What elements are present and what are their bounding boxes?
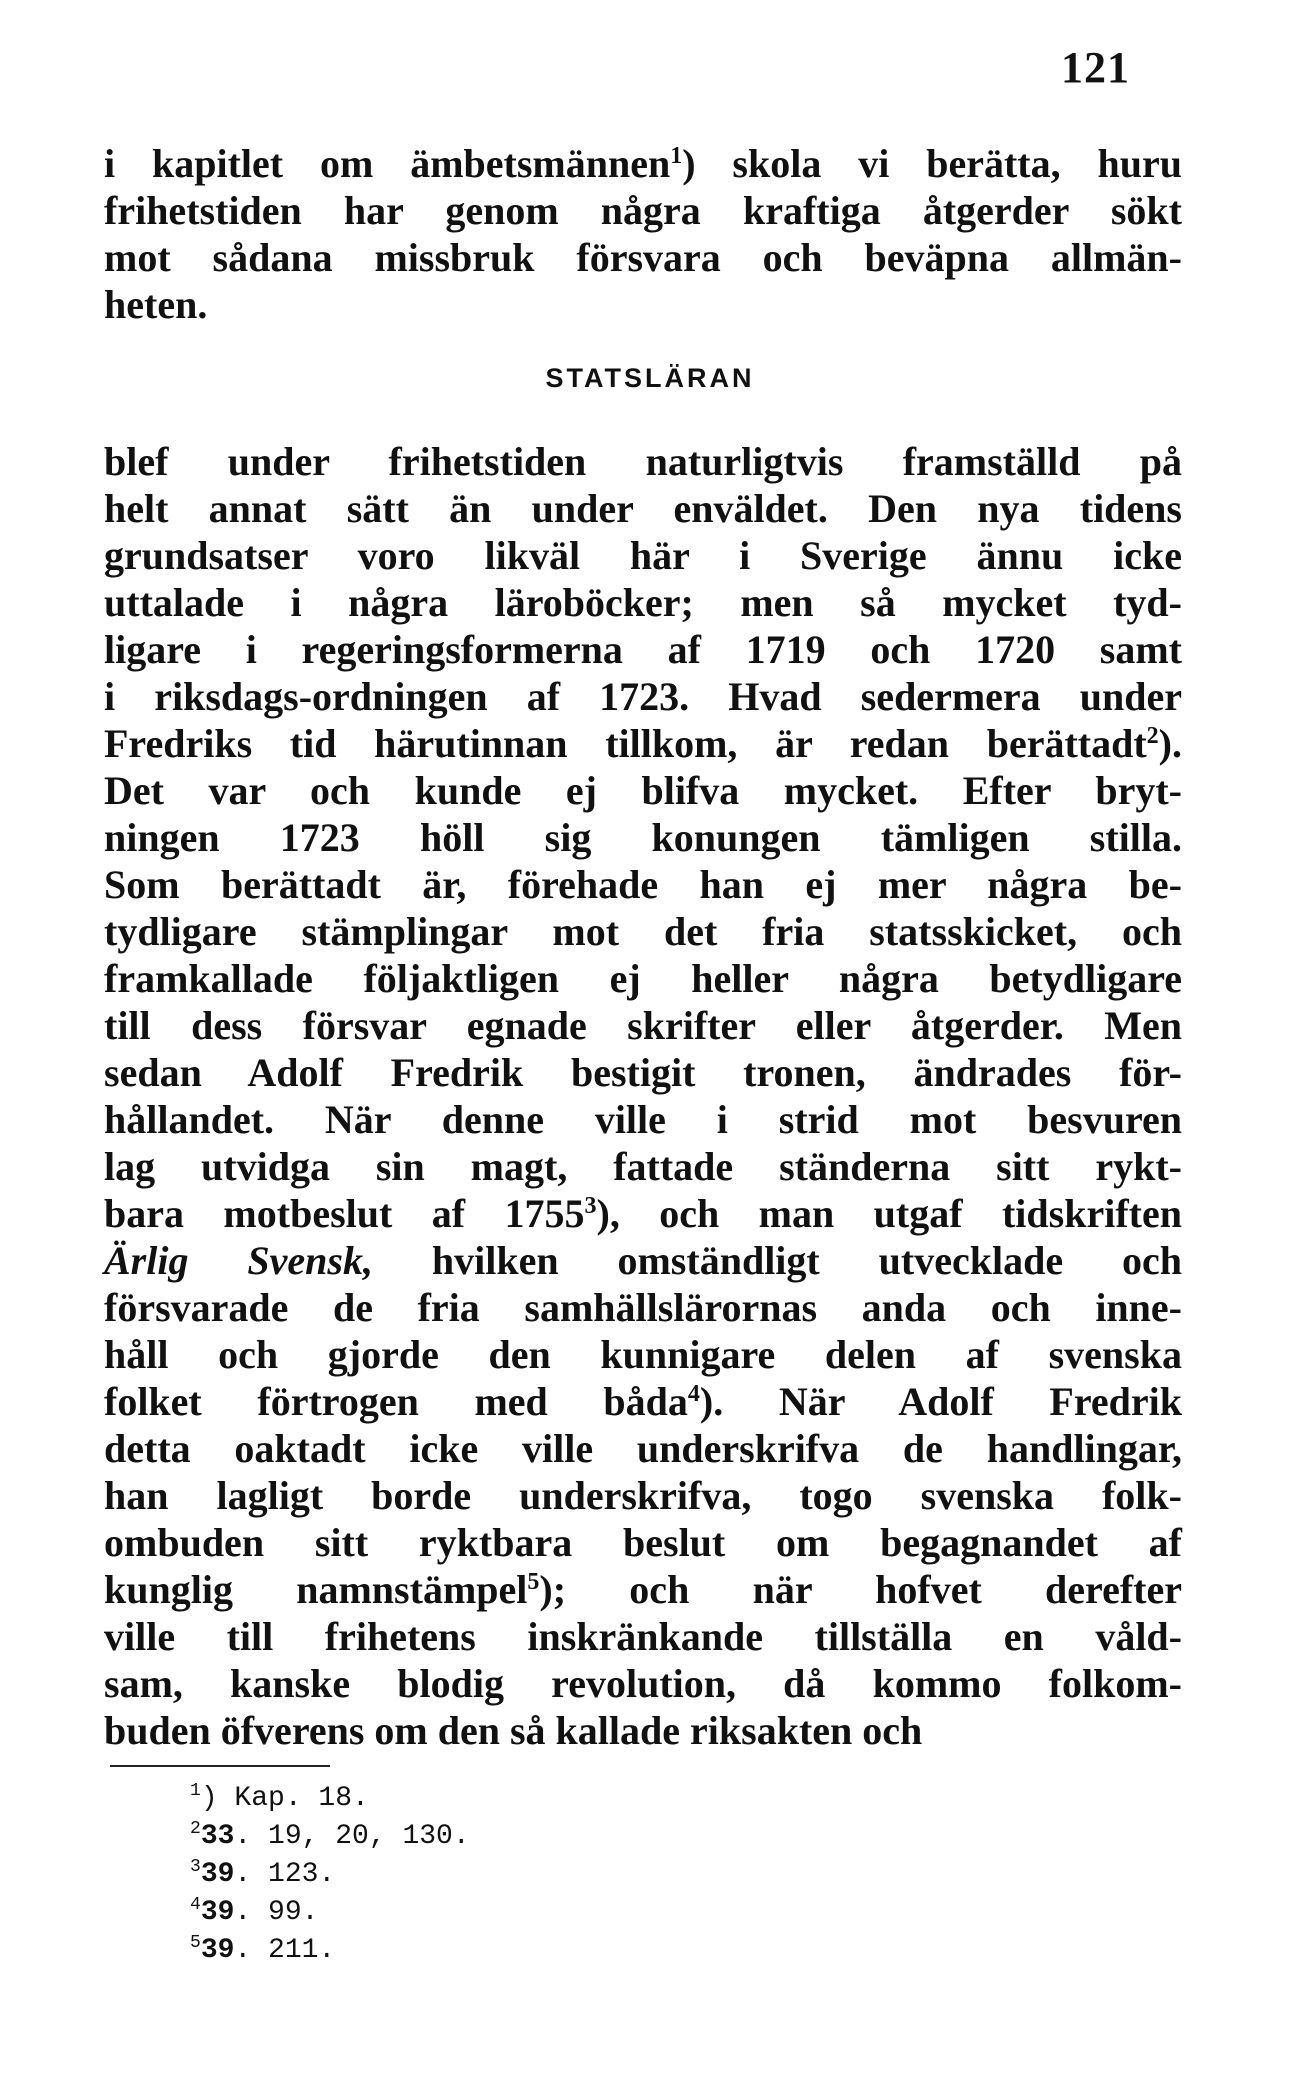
line-text: lag utvidga sin magt, fattade ständerna sitt rykt- bbox=[104, 1144, 1182, 1189]
footnote-reference: 1 bbox=[670, 143, 683, 169]
text-line bbox=[104, 187, 1182, 234]
line-text: i kapitlet om ämbetsmännen bbox=[104, 141, 671, 186]
line-text: ombuden sitt ryktbara beslut om begagnandet af bbox=[104, 1520, 1182, 1565]
footnote-reference: 2 bbox=[1146, 723, 1159, 749]
footnote-reference-text: . 99. bbox=[234, 1897, 319, 1928]
line-text: han lagligt borde underskrifva, togo svenska folk- bbox=[104, 1473, 1182, 1518]
line-text: hållandet. När denne ville i strid mot besvuren bbox=[104, 1097, 1182, 1142]
line-text: framkallade följaktligen ej heller några betydligare bbox=[104, 956, 1182, 1001]
page-number: 121 bbox=[1061, 43, 1130, 92]
line-text: bara motbeslut af 1755 bbox=[104, 1191, 585, 1236]
line-text: ligare i regeringsformerna af 1719 och 1720 samt bbox=[104, 627, 1182, 672]
text-line bbox=[104, 814, 1182, 861]
text-line bbox=[104, 673, 1182, 720]
footnote-reference-text: . 19, 20, 130. bbox=[234, 1821, 470, 1852]
line-text: uttalade i några läroböcker; men så mycket tyd- bbox=[104, 580, 1182, 625]
footnote-marker: 1 bbox=[190, 1781, 201, 1801]
text-line bbox=[104, 1096, 1182, 1143]
text-line bbox=[104, 438, 1182, 485]
text-line bbox=[104, 767, 1182, 814]
text-line bbox=[104, 1425, 1182, 1472]
line-text: kunglig namnstämpel bbox=[104, 1567, 528, 1612]
line-text: tydligare stämplingar mot det fria statsskicket, och bbox=[104, 909, 1182, 954]
line-text: hvilken omständligt utvecklade och bbox=[372, 1238, 1182, 1283]
body-paragraph bbox=[104, 438, 1182, 1754]
text-line bbox=[104, 1190, 1182, 1237]
line-text: ) skola vi berätta, huru bbox=[682, 141, 1182, 186]
text-line bbox=[104, 626, 1182, 673]
text-line bbox=[104, 234, 1182, 281]
line-text: ). bbox=[1158, 721, 1182, 766]
line-text: ), och man utgaf tidskriften bbox=[596, 1191, 1182, 1236]
footnote-marker: 2 bbox=[190, 1819, 201, 1839]
text-line bbox=[104, 1331, 1182, 1378]
line-text: blef under frihetstiden naturligtvis framställd på bbox=[104, 439, 1182, 484]
footnote-reference: 3 bbox=[584, 1193, 597, 1219]
line-text: håll och gjorde den kunnigare delen af svenska bbox=[104, 1332, 1182, 1377]
text-line bbox=[104, 1707, 1182, 1754]
text-line bbox=[104, 1613, 1182, 1660]
text-line bbox=[104, 485, 1182, 532]
footnote-reference-text: ) Kap. 18. bbox=[200, 1783, 369, 1814]
text-line bbox=[104, 1519, 1182, 1566]
line-text: buden öfverens om den så kallade riksakten och bbox=[104, 1708, 923, 1753]
footnote-reference-text: . 211. bbox=[234, 1935, 336, 1966]
line-text: Det var och kunde ej blifva mycket. Efter bryt- bbox=[104, 768, 1182, 813]
line-text: till dess försvar egnade skrifter eller åtgerder. Men bbox=[104, 1003, 1182, 1048]
text-line bbox=[104, 1566, 1182, 1613]
text-line bbox=[104, 1143, 1182, 1190]
footnote bbox=[190, 1818, 470, 1856]
text-line bbox=[104, 140, 1182, 187]
line-text: ); och när hofvet derefter bbox=[539, 1567, 1182, 1612]
footnote-marker: 5 bbox=[190, 1933, 201, 1953]
line-text: frihetstiden har genom några kraftiga åtgerder sökt bbox=[104, 188, 1182, 233]
text-line bbox=[104, 1660, 1182, 1707]
line-text: heten. bbox=[104, 282, 208, 327]
intro-paragraph bbox=[104, 140, 1182, 328]
text-line bbox=[104, 1284, 1182, 1331]
text-line bbox=[104, 1237, 1182, 1284]
line-text: ningen 1723 höll sig konungen tämligen stilla. bbox=[104, 815, 1182, 860]
text-line bbox=[104, 1378, 1182, 1425]
line-text: sam, kanske blodig revolution, då kommo folkom- bbox=[104, 1661, 1182, 1706]
text-line bbox=[104, 908, 1182, 955]
line-text: sedan Adolf Fredrik bestigit tronen, ändrades för- bbox=[104, 1050, 1182, 1095]
text-line bbox=[104, 1049, 1182, 1096]
line-text: helt annat sätt än under enväldet. Den nya tidens bbox=[104, 486, 1182, 531]
text-line bbox=[104, 955, 1182, 1002]
footnote bbox=[190, 1856, 470, 1894]
text-line bbox=[104, 281, 1182, 328]
footnote-volume: 33 bbox=[200, 1821, 235, 1852]
line-text: i riksdags-ordningen af 1723. Hvad sedermera under bbox=[104, 674, 1182, 719]
text-line bbox=[104, 579, 1182, 626]
text-line bbox=[104, 1472, 1182, 1519]
line-text: mot sådana missbruk försvara och beväpna allmän- bbox=[104, 235, 1182, 280]
text-line bbox=[104, 720, 1182, 767]
footnotes bbox=[190, 1780, 470, 1970]
footnote-reference: 5 bbox=[527, 1569, 540, 1595]
section-heading: STATSLÄRAN bbox=[545, 363, 755, 393]
line-text: grundsatser voro likväl här i Sverige ännu icke bbox=[104, 533, 1182, 578]
line-text: folket förtrogen med båda bbox=[104, 1379, 688, 1424]
footnote bbox=[190, 1894, 470, 1932]
footnote bbox=[190, 1932, 470, 1970]
footnote-volume: 39 bbox=[200, 1897, 235, 1928]
line-text: detta oaktadt icke ville underskrifva de handlingar, bbox=[104, 1426, 1182, 1471]
text-line bbox=[104, 532, 1182, 579]
text-line bbox=[104, 1002, 1182, 1049]
line-text: försvarade de fria samhällslärornas anda och inne- bbox=[104, 1285, 1182, 1330]
footnote-divider bbox=[110, 1765, 330, 1767]
line-text: Som berättadt är, förehade han ej mer några be- bbox=[104, 862, 1182, 907]
text-line bbox=[104, 861, 1182, 908]
line-text: Fredriks tid härutinnan tillkom, är redan berättadt bbox=[104, 721, 1147, 766]
footnote-marker: 3 bbox=[190, 1857, 201, 1877]
line-text: ville till frihetens inskränkande tillställa en våld- bbox=[104, 1614, 1182, 1659]
footnote-volume: 39 bbox=[200, 1935, 235, 1966]
line-text: ). När Adolf Fredrik bbox=[699, 1379, 1182, 1424]
footnote-reference: 4 bbox=[687, 1381, 700, 1407]
footnote-volume: 39 bbox=[200, 1859, 235, 1890]
footnote-reference-text: . 123. bbox=[234, 1859, 336, 1890]
footnote bbox=[190, 1780, 470, 1818]
footnote-marker: 4 bbox=[190, 1895, 201, 1915]
italic-title: Ärlig Svensk, bbox=[104, 1238, 373, 1283]
